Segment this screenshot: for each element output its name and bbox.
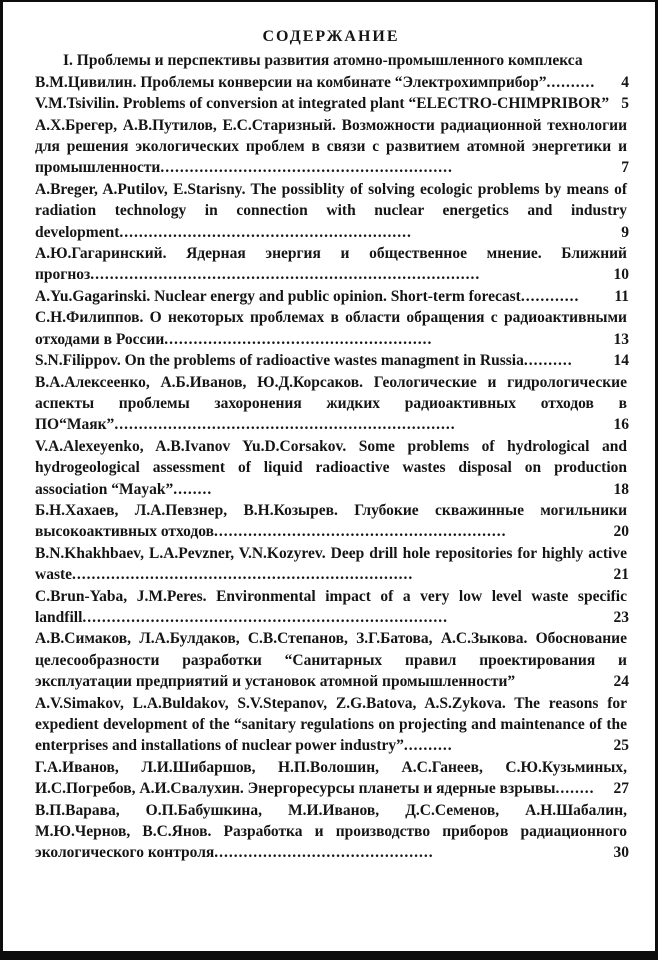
toc-entry [35, 436, 627, 500]
toc-entry [35, 93, 627, 114]
entry-leader-dots: ............................................. [214, 844, 434, 862]
entry-text: А.В.Симаков, Л.А.Булдаков, С.В.Степанов, З.Г.Батова, А.С.Зыкова. Обоснование целесообразности разработки “Санитарных правил проектирования и эксплуатации предприятий и установок атомной промышленности” [35, 630, 627, 691]
entry-leader-dots: ................................................................................ [90, 266, 481, 284]
entry-text: А.Х.Брегер, А.В.Путилов, Е.С.Старизный. Возможности радиационной технологии для решения экологических проблем в связи с развитием атомной энергетики и промышленности [35, 116, 627, 177]
entry-text: Г.А.Иванов, Л.И.Шибаршов, Н.П.Волошин, А.С.Ганеев, С.Ю.Кузьминых, И.С.Погребов, А.И.Свалухин. Энергоресурсы планеты и ядерные взрывы [35, 758, 627, 798]
toc-entry [35, 179, 627, 243]
entry-leader-dots: .......... [403, 737, 453, 755]
toc-entry [35, 307, 627, 350]
toc-entry [35, 500, 627, 543]
entry-text: S.N.Filippov. On the problems of radioactive wastes managment in Russia [35, 352, 524, 370]
toc-entry [35, 372, 627, 436]
entry-text: В.М.Цивилин. Проблемы конверсии на комбинате “Электрохимприбор” [35, 73, 547, 91]
entry-page-number: 5 [615, 93, 629, 114]
entry-page-number: 23 [608, 607, 630, 628]
toc-entry [35, 115, 627, 179]
entry-text: Б.Н.Хахаев, Л.А.Певзнер, В.Н.Козырев. Глубокие скважинные могильники высокоактивных отходов [35, 501, 627, 541]
entry-leader-dots: ........................................................................... [82, 608, 449, 626]
entry-text: С.Н.Филиппов. О некоторых проблемах в области обращения с радиоактивными отходами в России [35, 309, 627, 348]
entry-page-number: 25 [608, 735, 630, 756]
entry-page-number: 20 [608, 521, 630, 542]
entry-text: В.П.Варава, О.П.Бабушкина, М.И.Иванов, Д.С.Семенов, А.Н.Шабалин, М.Ю.Чернов, В.С.Янов. Разработка и производство приборов радиационного экологического контроля [35, 801, 627, 862]
entry-leader-dots: ........ [173, 480, 213, 498]
entry-page-number: 11 [608, 286, 629, 307]
entry-text: A.Yu.Gagarinski. Nuclear energy and public opinion. Short-term forecast [35, 287, 521, 305]
toc-entry [35, 586, 627, 629]
entry-page-number: 9 [615, 222, 629, 243]
toc-entry [35, 72, 627, 93]
entry-text: V.M.Tsivilin. Problems of conversion at integrated plant “ELECTRO-CHIMPRIBOR” [35, 95, 610, 113]
toc-entry [35, 243, 627, 286]
toc-entry [35, 757, 627, 800]
toc-entry [35, 350, 627, 371]
entry-text: V.A.Alexeyenko, A.B.Ivanov Yu.D.Corsakov. Some problems of hydrological and hydrogeological assessment of liquid radioactive wastes disposal on production association “Mayak” [35, 437, 627, 498]
entry-leader-dots: ............................................................ [119, 223, 412, 241]
entry-text: C.Brun-Yaba, J.M.Peres. Environmental impact of a very low level waste specific landfill [35, 587, 627, 626]
entry-page-number: 16 [608, 414, 630, 435]
toc-entry [35, 693, 627, 757]
entry-leader-dots: ...................................................................... [72, 566, 414, 584]
toc-entry [35, 543, 627, 586]
entry-page-number: 10 [608, 264, 630, 285]
entry-page-number: 18 [608, 479, 630, 500]
entry-text: В.А.Алексеенко, А.Б.Иванов, Ю.Д.Корсаков. Геологические и гидрологические аспекты проблемы захоронения жидких радиоактивных отходов в ПО“Маяк” [35, 373, 627, 434]
entry-leader-dots: .......... [523, 352, 573, 370]
entry-text: B.N.Khakhbaev, L.A.Pevzner, V.N.Kozyrev. Deep drill hole repositories for highly active waste [35, 544, 627, 584]
toc-entry [35, 628, 627, 692]
entry-text: А.Ю.Гагаринский. Ядерная энергия и общественное мнение. Ближний прогноз [35, 245, 627, 284]
toc-entry [35, 286, 627, 307]
entry-leader-dots: ....................................................... [164, 330, 433, 348]
entry-page-number: 30 [608, 842, 630, 863]
entry-leader-dots: ............................................................ [160, 159, 453, 177]
entry-page-number: 27 [608, 778, 630, 799]
section-heading: I. Проблемы и перспективы развития атомно-промышленного комплекса [63, 52, 583, 70]
entry-leader-dots: ............ [520, 287, 580, 305]
entry-page-number: 24 [608, 671, 630, 692]
toc-entry [35, 800, 627, 864]
entry-text: A.Breger, A.Putilov, E.Starisny. The possiblity of solving ecologic problems by means of radiation technology in connection with nuclear energetics and industry development [35, 180, 627, 241]
entry-page-number: 21 [608, 564, 630, 585]
entry-page-number: 7 [615, 157, 629, 178]
entry-page-number: 14 [608, 350, 630, 371]
entry-text: A.V.Simakov, L.A.Buldakov, S.V.Stepanov, Z.G.Batova, A.S.Zykova. The reasons for expedient development of the “sanitary regulations on projecting and maintenance of the enterprises and installations of nuclear power industry” [35, 694, 627, 755]
entry-page-number: 13 [608, 329, 630, 350]
entry-page-number: 4 [615, 72, 629, 93]
entry-leader-dots: ............................................................ [214, 523, 507, 541]
entry-leader-dots: .......... [546, 73, 596, 91]
entry-leader-dots: ........ [555, 780, 595, 798]
entry-leader-dots: ...................................................................... [114, 416, 456, 434]
page-title: СОДЕРЖАНИЕ [262, 28, 400, 45]
